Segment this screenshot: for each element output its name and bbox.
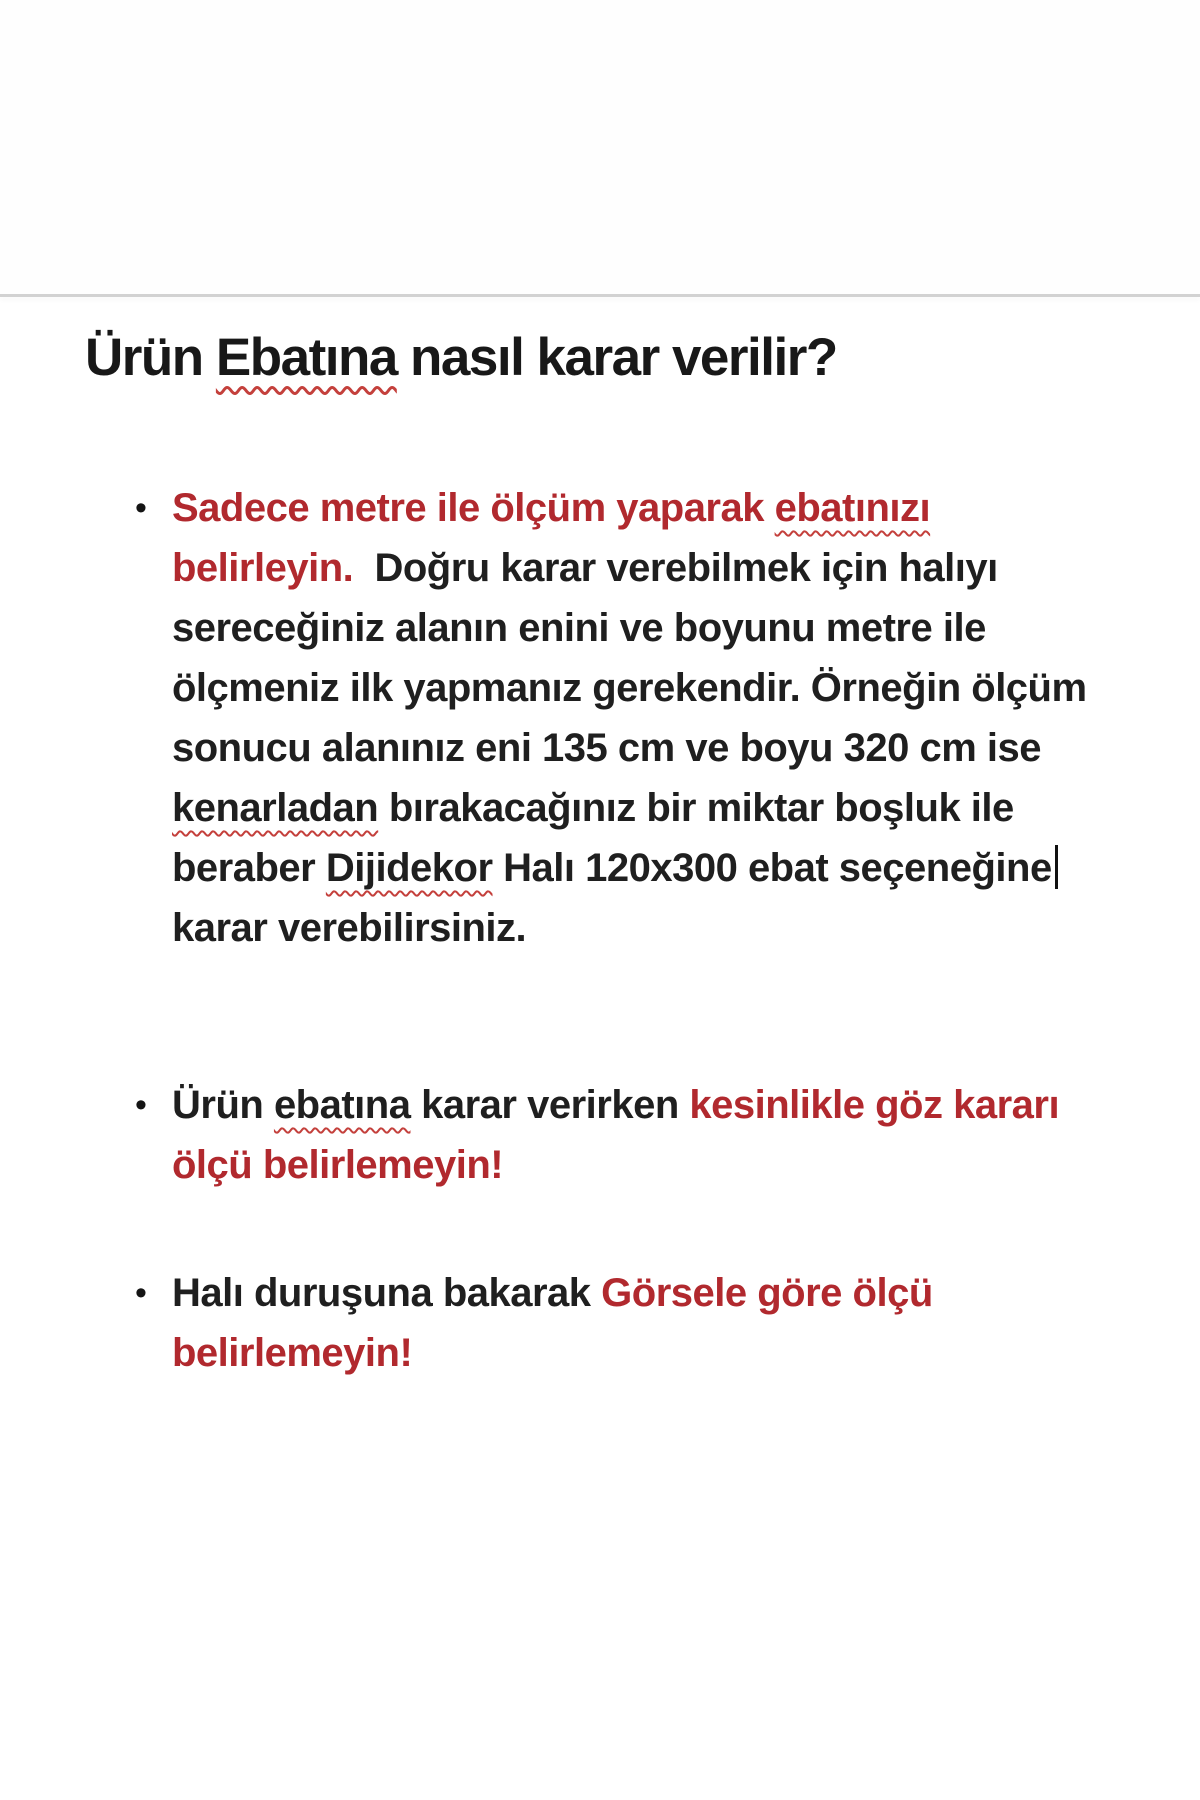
- text-segment: sonucu alanınız eni 135 cm ve boyu 320 cm ise: [172, 726, 1041, 770]
- text-line: [172, 658, 1125, 718]
- text-line: [172, 1135, 1125, 1195]
- list-item-text: [172, 478, 1125, 958]
- text-segment: ölçmeniz ilk yapmanız gerekendir. Örneğin ölçüm: [172, 666, 1087, 710]
- document-edit-area[interactable]: [85, 318, 1125, 1383]
- text-segment: beraber: [172, 846, 326, 890]
- text-segment: Doğru karar verebilmek için halıyı: [353, 546, 998, 590]
- text-segment: karar verirken: [410, 1083, 690, 1127]
- text-segment: Halı duruşuna bakarak: [172, 1271, 602, 1315]
- bullet-icon: •: [135, 489, 147, 527]
- list-item-text: [172, 1263, 1125, 1383]
- title-segment: Ürün: [85, 328, 216, 387]
- text-cursor: [1055, 845, 1058, 889]
- text-line: [172, 538, 1125, 598]
- bullet-icon: •: [135, 1274, 147, 1312]
- text-segment: ölçü belirlemeyin!: [172, 1143, 504, 1187]
- page-divider-line: [0, 294, 1200, 297]
- text-line: [172, 1263, 1125, 1323]
- text-segment: Halı 120x300 ebat seçeneğine: [492, 846, 1052, 890]
- text-segment: sereceğiniz alanın enini ve boyunu metre ile: [172, 606, 986, 650]
- text-segment: kesinlikle göz kararı: [689, 1083, 1060, 1127]
- text-segment: bırakacağınız bir miktar boşluk ile: [378, 786, 1014, 830]
- text-segment: Sadece metre ile ölçüm yaparak: [172, 486, 775, 530]
- title-misspelled-word: Ebatına: [215, 328, 397, 387]
- list-item-text: [172, 1075, 1125, 1195]
- text-segment: Ürün: [172, 1083, 274, 1127]
- text-line: [172, 898, 1125, 958]
- text-line: [172, 718, 1125, 778]
- text-line: [172, 1323, 1125, 1383]
- page-top-margin-area: [0, 0, 1200, 294]
- page-title: [85, 318, 1125, 398]
- title-segment: nasıl karar verilir?: [396, 328, 837, 387]
- text-segment: belirlemeyin!: [172, 1331, 413, 1375]
- text-line: [172, 778, 1125, 838]
- list-item: [85, 1263, 1125, 1383]
- text-line: [172, 838, 1125, 898]
- bullet-list: [85, 478, 1125, 1383]
- misspelled-word: Dijidekor: [325, 846, 493, 890]
- text-segment: Görsele göre ölçü: [601, 1271, 933, 1315]
- text-line: [172, 598, 1125, 658]
- bullet-icon: •: [135, 1086, 147, 1124]
- text-line: [172, 478, 1125, 538]
- misspelled-word: kenarladan: [172, 786, 379, 830]
- misspelled-word: ebatına: [273, 1083, 411, 1127]
- text-line: [172, 1075, 1125, 1135]
- list-item: [85, 478, 1125, 958]
- misspelled-word: ebatınızı: [774, 486, 931, 530]
- text-segment: karar verebilirsiniz.: [172, 906, 527, 950]
- text-segment: belirleyin.: [172, 546, 354, 590]
- list-item: [85, 1075, 1125, 1195]
